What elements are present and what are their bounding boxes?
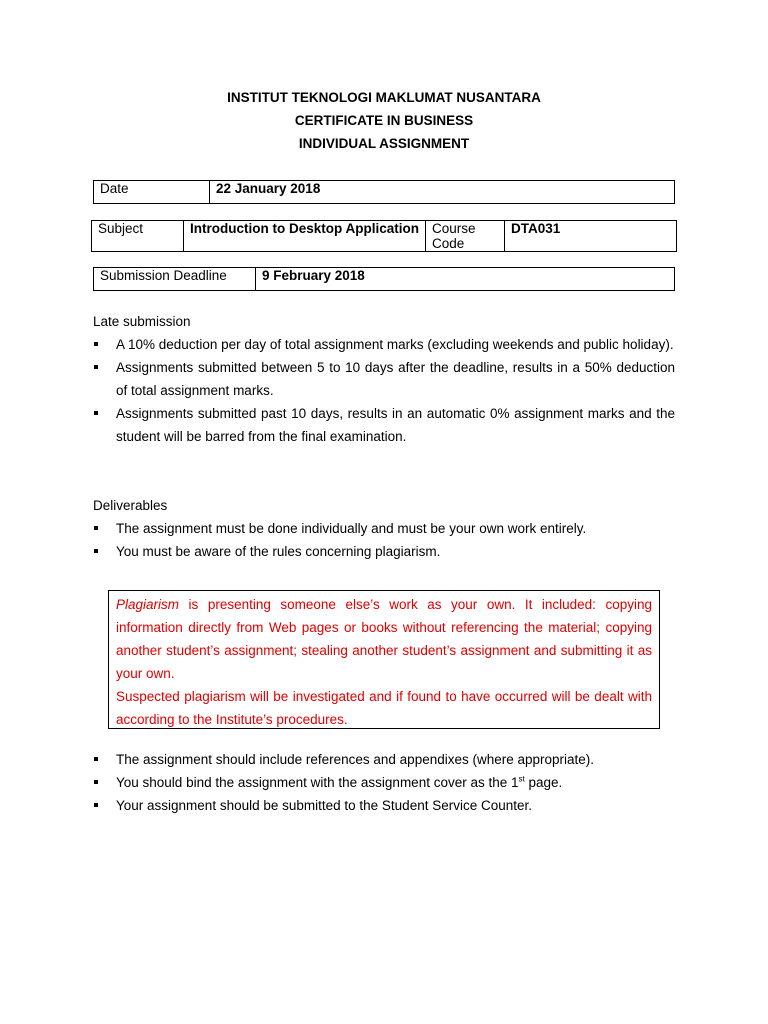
list-item: Your assignment should be submitted to the Student Service Counter. — [93, 794, 675, 817]
plagiarism-term: Plagiarism — [116, 597, 180, 612]
list-item: Assignments submitted past 10 days, results in an automatic 0% assignment marks and the student will be barred from the final examination. — [93, 402, 675, 448]
late-submission-section — [93, 310, 675, 448]
list-item: A 10% deduction per day of total assignment marks (excluding weekends and public holiday). — [93, 333, 675, 356]
date-value: 22 January 2018 — [210, 181, 675, 204]
late-submission-list — [93, 333, 675, 448]
list-item: Assignments submitted between 5 to 10 days after the deadline, results in a 50% deduction of total assignment marks. — [93, 356, 675, 402]
bind-item-text: You should bind the assignment with the assignment cover as the 1 — [116, 775, 519, 790]
deadline-table — [93, 267, 675, 291]
final-instructions-section — [93, 748, 675, 817]
list-item: The assignment must be done individually and must be your own work entirely. — [93, 517, 675, 540]
document-header — [0, 86, 768, 155]
deliverables-title: Deliverables — [93, 498, 168, 513]
plagiarism-definition — [116, 593, 652, 685]
course-code-value: DTA031 — [505, 221, 677, 252]
list-item: You must be aware of the rules concerning plagiarism. — [93, 540, 675, 563]
deliverables-list — [93, 517, 675, 563]
plagiarism-warning: Suspected plagiarism will be investigated and if found to have occurred will be dealt with according to the Institute’s procedures. — [116, 689, 652, 727]
assignment-type: INDIVIDUAL ASSIGNMENT — [298, 136, 470, 151]
deliverables-section — [93, 494, 675, 563]
bind-item-text-end: page. — [524, 775, 563, 790]
subject-value: Introduction to Desktop Application — [184, 221, 426, 252]
date-table — [93, 180, 675, 204]
list-item: The assignment should include references and appendixes (where appropriate). — [93, 748, 675, 771]
subject-label: Subject — [92, 221, 184, 252]
list-item — [93, 771, 675, 794]
program-name: CERTIFICATE IN BUSINESS — [294, 113, 474, 128]
plagiarism-definition-text: is presenting someone else’s work as your own. It included: copying information directly from Web pages or books without referencing the material; copying another student’s assignment; stealing another student’s assignment and submitting it as your own. — [116, 597, 652, 681]
deadline-label: Submission Deadline — [94, 268, 256, 291]
course-code-label: Course Code — [426, 221, 505, 252]
subject-table — [91, 220, 677, 252]
ordinal-suffix: st — [518, 774, 525, 784]
final-instructions-list — [93, 748, 675, 817]
late-submission-title: Late submission — [93, 314, 191, 329]
date-label: Date — [94, 181, 210, 204]
plagiarism-notice-box — [108, 590, 660, 729]
deadline-value: 9 February 2018 — [256, 268, 675, 291]
institute-name: INSTITUT TEKNOLOGI MAKLUMAT NUSANTARA — [227, 90, 541, 105]
